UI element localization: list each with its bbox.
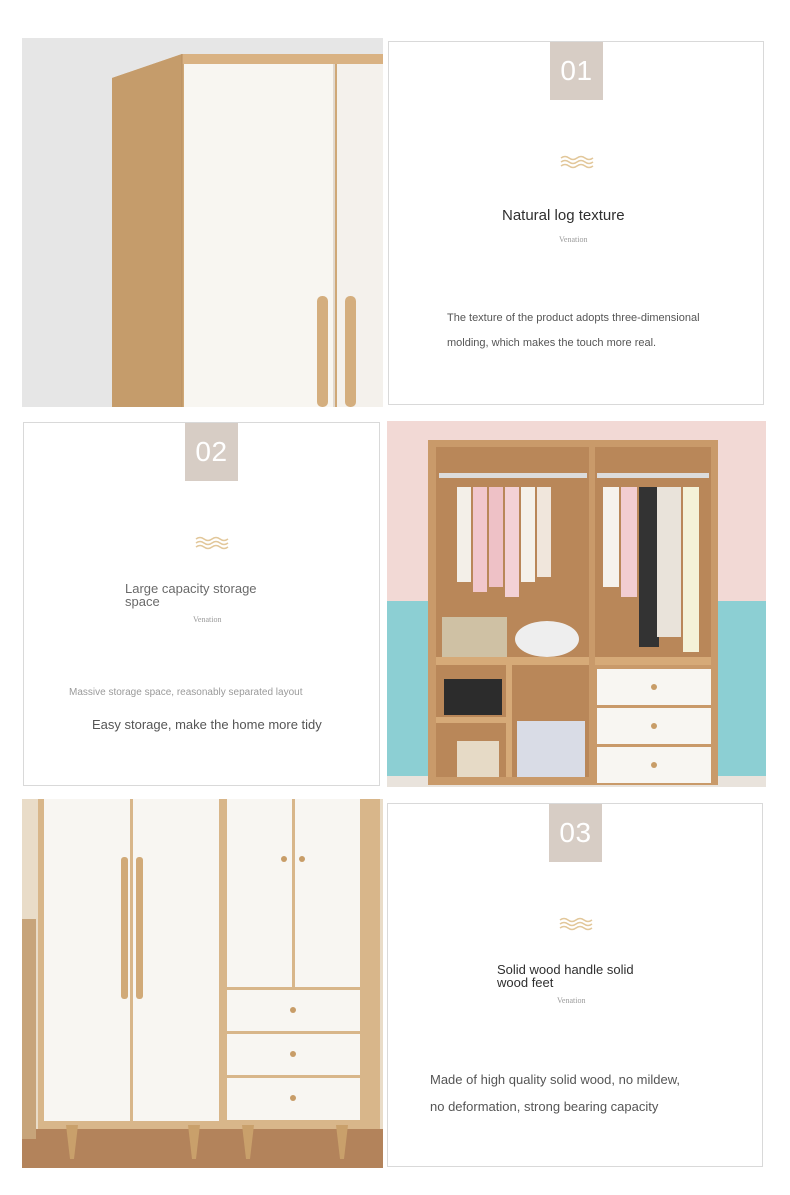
open-wardrobe-interior-photo (387, 421, 766, 787)
section-title: Natural log texture (502, 207, 625, 224)
section-description-line-2: Easy storage, make the home more tidy (92, 717, 322, 732)
section-subtitle: Venation (559, 235, 588, 244)
section-title: Large capacity storage space (125, 581, 257, 609)
section-description-line-1: Massive storage space, reasonably separated layout (69, 687, 303, 698)
section-title: Solid wood handle solid wood feet (497, 962, 634, 990)
section-description: The texture of the product adopts three-dimensional molding, which makes the touch more real. (447, 312, 700, 349)
wardrobe-front-full-photo (22, 799, 383, 1168)
section-subtitle: Venation (193, 615, 222, 624)
section-number-badge: 02 (185, 423, 238, 481)
feature-card-02 (23, 422, 380, 786)
section-description: Made of high quality solid wood, no mildew, no deformation, strong bearing capacity (430, 1072, 681, 1114)
wave-divider-icon (195, 536, 229, 550)
wave-divider-icon (560, 155, 594, 169)
section-number-badge: 03 (549, 804, 602, 862)
feature-card-01 (388, 41, 764, 405)
section-subtitle: Venation (557, 996, 586, 1005)
wave-divider-icon (559, 917, 593, 931)
section-number-badge: 01 (550, 42, 603, 100)
feature-card-03 (387, 803, 763, 1167)
wardrobe-corner-closeup-photo (22, 38, 383, 407)
